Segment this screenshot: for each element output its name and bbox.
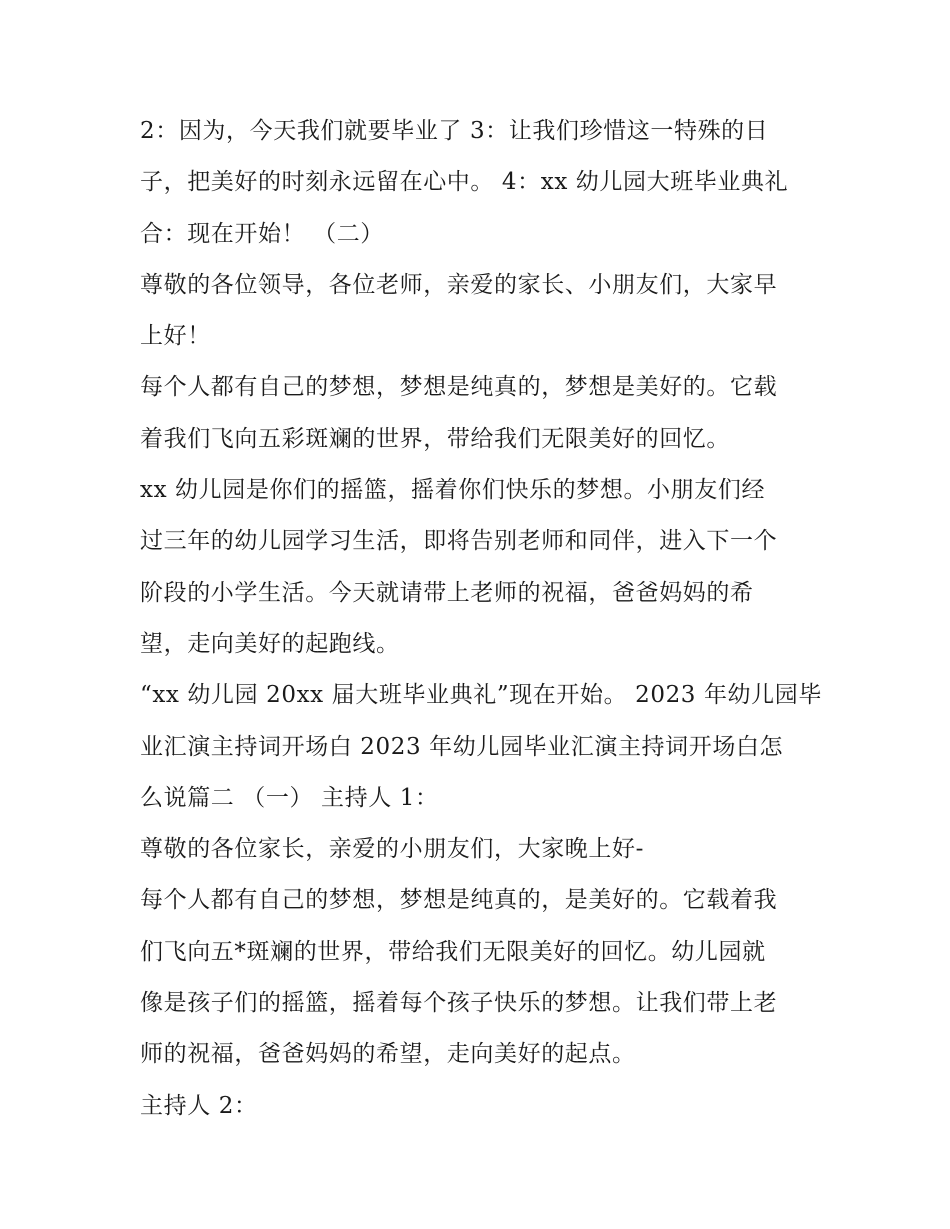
text-line: xx 幼儿园是你们的摇篮，摇着你们快乐的梦想。小朋友们经 bbox=[140, 477, 766, 504]
document-body bbox=[140, 106, 820, 1132]
text-line: 阶段的小学生活。今天就请带上老师的祝福，爸爸妈妈的希 bbox=[140, 579, 754, 606]
text-line: 主持人 2： bbox=[140, 1092, 258, 1119]
text-line: 合：现在开始！ （二） bbox=[140, 220, 384, 247]
text-line: “xx 幼儿园 20xx 届大班毕业典礼”现在开始。 2023 年幼儿园毕 bbox=[140, 682, 822, 709]
text-line: 么说篇二 （一） 主持人 1： bbox=[140, 784, 439, 811]
text-line: 着我们飞向五彩斑斓的世界，带给我们无限美好的回忆。 bbox=[140, 425, 730, 452]
text-line: 过三年的幼儿园学习生活，即将告别老师和同伴，进入下一个 bbox=[140, 528, 778, 555]
text-line: 师的祝福，爸爸妈妈的希望，走向美好的起点。 bbox=[140, 1041, 636, 1068]
text-line: 们飞向五*斑斓的世界，带给我们无限美好的回忆。幼儿园就 bbox=[140, 938, 766, 965]
text-line: 望，走向美好的起跑线。 bbox=[140, 630, 400, 657]
text-line: 子，把美好的时刻永远留在心中。 4：xx 幼儿园大班毕业典礼 bbox=[140, 169, 789, 196]
text-line: 尊敬的各位家长，亲爱的小朋友们，大家晚上好- bbox=[140, 836, 644, 863]
text-line: 上好！ bbox=[140, 323, 211, 350]
text-line: 像是孩子们的摇篮，摇着每个孩子快乐的梦想。让我们带上老 bbox=[140, 990, 778, 1017]
text-line: 每个人都有自己的梦想，梦想是纯真的，梦想是美好的。它载 bbox=[140, 374, 778, 401]
text-line: 业汇演主持词开场白 2023 年幼儿园毕业汇演主持词开场白怎 bbox=[140, 733, 784, 760]
text-line: 尊敬的各位领导，各位老师，亲爱的家长、小朋友们，大家早 bbox=[140, 271, 778, 298]
text-line: 每个人都有自己的梦想，梦想是纯真的，是美好的。它载着我 bbox=[140, 887, 778, 914]
text-line: 2：因为，今天我们就要毕业了 3：让我们珍惜这一特殊的日 bbox=[140, 118, 769, 144]
